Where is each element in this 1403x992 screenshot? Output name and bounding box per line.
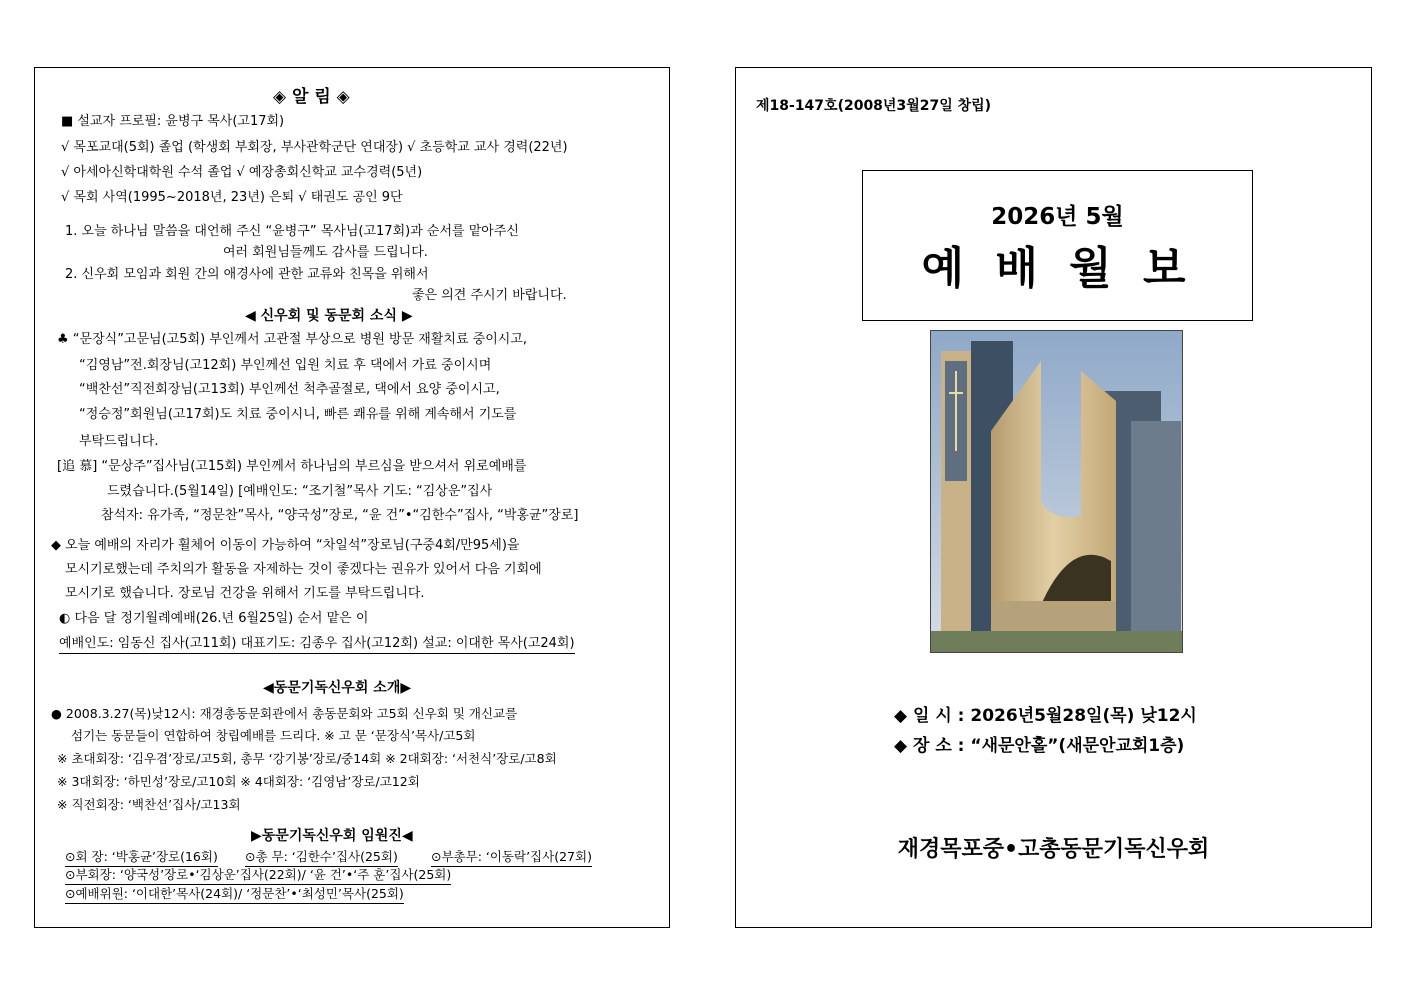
left-page xyxy=(34,67,670,928)
staff-secretary: ⊙총 무: ‘김한수’집사(25회) xyxy=(245,849,398,867)
next-month-roles: 예배인도: 임동신 집사(고11회) 대표기도: 김종우 집사(고12회) 설교: 이대한 목사(고24회) xyxy=(59,636,575,654)
news-item: “김영남”전.회장님(고12회) 부인께선 입원 치료 후 댁에서 가료 중이시며 xyxy=(79,358,492,373)
service-place: ◆ 장 소 : “새문안홀”(새문안교회1층) xyxy=(894,736,1185,756)
church-building-image xyxy=(930,330,1183,653)
service-date: ◆ 일 시 : 2026년5월28일(목) 낮12시 xyxy=(894,706,1197,726)
news-heading: ◀ 신우회 및 동문회 소식 ▶ xyxy=(245,308,413,324)
news-item: 드렸습니다.(5월14일) [예배인도: “조기철”목사 기도: “김상운”집사 xyxy=(107,484,493,499)
news-item: 참석자: 유가족, “정문찬”목사, “양국성”장로, “윤 건”•“김한수”집사, “박홍균”장로] xyxy=(101,508,579,523)
worship-item: 모시기로했는데 주치의가 활동을 자제하는 것이 좋겠다는 권유가 있어서 다음 기회에 xyxy=(65,562,542,577)
news-item: “정승정”회원님(고17회)도 치료 중이시니, 빠른 쾌유를 위해 계속해서 기도를 xyxy=(79,407,517,422)
right-page xyxy=(735,67,1372,928)
profile-title: ■ 설교자 프로필: 윤병구 목사(고17회) xyxy=(61,114,285,129)
profile-line: √ 아세아신학대학원 수석 졸업 √ 예장총회신학교 교수경력(5년) xyxy=(61,165,423,180)
month-title: 2026년 5월 xyxy=(991,204,1124,230)
notice-item: 좋은 의견 주시기 바랍니다. xyxy=(412,288,567,303)
notice-item: 여러 회원님들께도 감사를 드립니다. xyxy=(223,245,428,260)
notice-item: 1. 오늘 하나님 말씀을 대언해 주신 “윤병구” 목사님(고17회)과 순서를 맡아주신 xyxy=(65,224,519,239)
intro-heading: ◀동문기독신우회 소개▶ xyxy=(263,680,412,696)
news-item: [追 慕] “문상주”집사님(고15회) 부인께서 하나님의 부르심을 받으셔서 위로예배를 xyxy=(57,459,527,474)
issue-number: 제18-147호(2008년3월27일 창립) xyxy=(756,98,992,114)
intro-item: ● 2008.3.27(목)낮12시: 재경총동문회관에서 총동문회와 고5회 신우회 및 개신교를 xyxy=(51,706,518,721)
intro-item: ※ 3대회장: ‘하민성’장로/고10회 ※ 4대회장: ‘김영남’장로/고12회 xyxy=(57,774,420,789)
notice-heading: ◈ 알 림 ◈ xyxy=(273,87,350,107)
intro-item: ※ 초대회장: ‘김우겸’장로/고5회, 총무 ‘강기봉’장로/중14회 ※ 2대회장: ‘서천식’장로/고8회 xyxy=(57,751,557,766)
worship-item: ◐ 다음 달 정기월례예배(26.년 6월25일) 순서 맡은 이 xyxy=(59,611,369,626)
organization-name: 재경목포중•고총동문기독신우회 xyxy=(897,837,1210,862)
staff-heading: ▶동문기독신우회 임원진◀ xyxy=(251,828,413,844)
news-item: ♣ “문장식”고문님(고5회) 부인께서 고관절 부상으로 병원 방문 재활치료 중이시고, xyxy=(57,332,528,347)
news-item: 부탁드립니다. xyxy=(79,434,159,449)
intro-item: ※ 직전회장: ‘백찬선’집사/고13회 xyxy=(57,797,241,812)
staff-vice-secretary: ⊙부총무: ‘이동락’집사(27회) xyxy=(431,849,592,867)
staff-worship: ⊙예배위원: ‘이대한’목사(24회)/ ‘정문찬’•‘최성민’목사(25회) xyxy=(65,886,404,904)
intro-item: 섬기는 동문들이 연합하여 창립예배를 드리다. ※ 고 문 ‘문장식’목사/고5회 xyxy=(71,728,476,743)
title-box xyxy=(862,170,1253,321)
worship-item: 모시기로 했습니다. 장로님 건강을 위해서 기도를 부탁드립니다. xyxy=(65,586,425,601)
bulletin-title: 예 배 월 보 xyxy=(921,243,1194,294)
worship-item: ◆ 오늘 예배의 자리가 휠체어 이동이 가능하여 “차일석”장로님(구중4회/만95세)을 xyxy=(51,538,520,553)
profile-line: √ 목회 사역(1995~2018년, 23년) 은퇴 √ 태권도 공인 9단 xyxy=(61,190,403,205)
staff-vice-president: ⊙부회장: ‘양국성’장로•‘김상운’집사(22회)/ ‘윤 건’•‘주 훈’집사(25회) xyxy=(65,867,451,885)
profile-line: √ 목포교대(5회) 졸업 (학생회 부회장, 부사관학군단 연대장) √ 초등학교 교사 경력(22년) xyxy=(61,140,568,155)
notice-item: 2. 신우회 모임과 회원 간의 애경사에 관한 교류와 친목을 위해서 xyxy=(65,267,429,282)
news-item: “백찬선”직전회장님(고13회) 부인께선 척추골절로, 댁에서 요양 중이시고, xyxy=(79,382,500,397)
staff-president: ⊙회 장: ‘박홍균’장로(16회) xyxy=(65,849,218,867)
